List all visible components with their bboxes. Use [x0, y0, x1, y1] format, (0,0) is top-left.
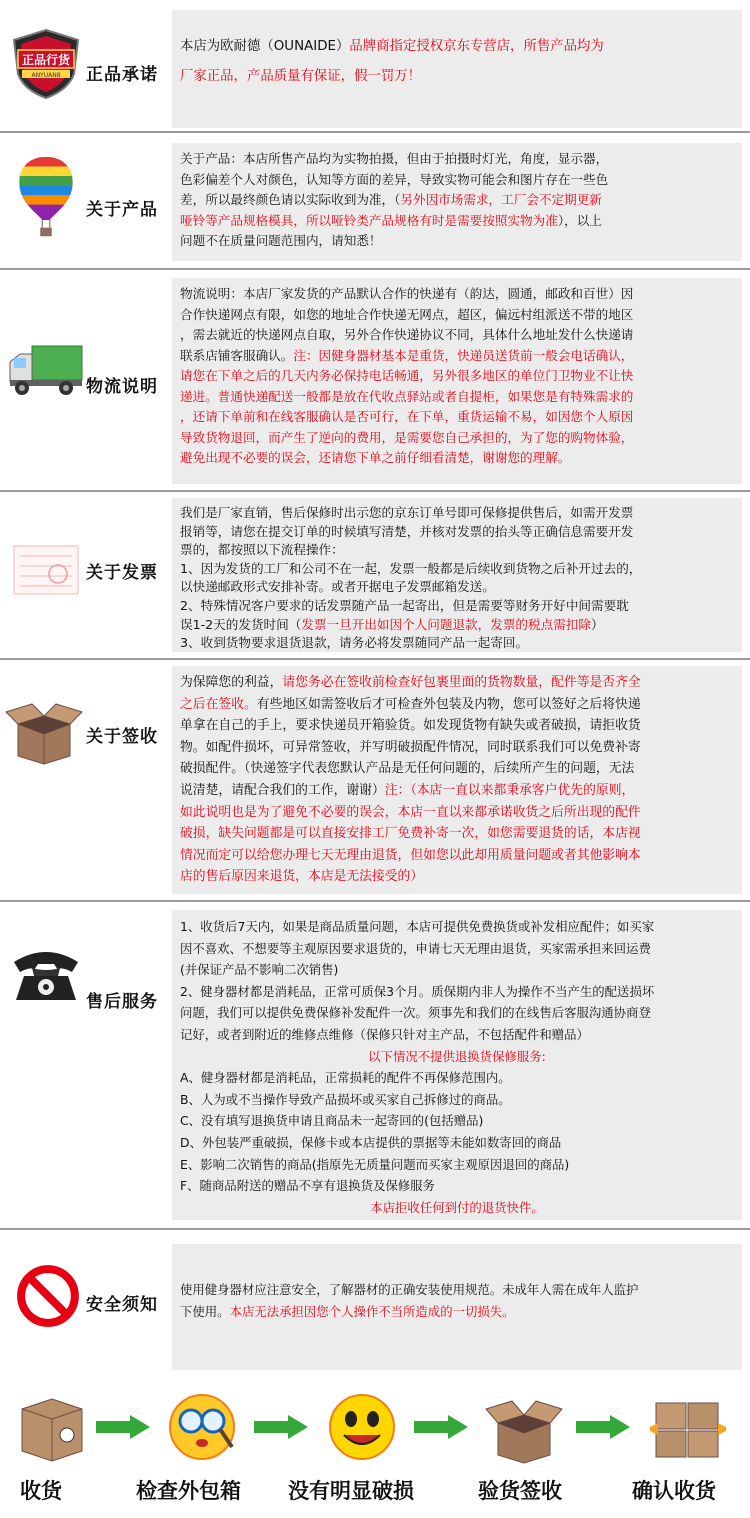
text-line — [180, 284, 734, 305]
text-line — [180, 1132, 734, 1154]
genuine-shield-icon — [8, 26, 84, 102]
body-text: 本店为欧耐德（OUNAIDE） — [180, 39, 350, 54]
highlight-text: 哑铃等产品规格模具，所以哑铃类产品规格有时是需要按照实物为准 — [180, 212, 558, 228]
text-line — [180, 1089, 734, 1111]
text-line — [180, 1197, 734, 1219]
section-text-lines — [180, 32, 734, 92]
body-text: 合作快递网点有限，如您的地址合作快递无网点，超区，偏远村组派送不带的地区 — [180, 306, 634, 322]
flow-step-label: 确认收货 — [632, 1479, 716, 1503]
section-icon-col — [0, 1230, 172, 1375]
section-text-lines — [180, 1279, 734, 1323]
telephone-icon — [8, 942, 84, 1008]
body-text: F、随商品附送的赠品不享有退换货及保修服务 — [180, 1178, 435, 1194]
text-line — [180, 780, 734, 802]
highlight-text: 本店无法承担因您个人操作不当所造成的一切损失。 — [229, 1304, 515, 1319]
highlight-text: 发票一旦开出如因个人问题退款，发票的税点需扣除 — [301, 616, 591, 632]
highlight-text: 店的售后原因来退货，本店是无法接受的） — [180, 869, 424, 885]
body-text: 以快递邮政形式安排补寄。或者开据电子发票邮箱发送。 — [180, 579, 495, 595]
text-line — [180, 981, 734, 1003]
body-text: 色彩偏差个人对颜色，认知等方面的差异，导致实物可能会和图片存在一些色 — [180, 171, 609, 187]
receipt-flow — [0, 1375, 750, 1518]
section-text-lines — [180, 672, 734, 888]
section-icon-col — [0, 133, 172, 268]
section-icon-col — [0, 0, 172, 131]
body-text: D、外包装严重破损，保修卡或本店提供的票据等未能如数寄回的商品 — [180, 1134, 562, 1150]
text-line — [180, 149, 734, 170]
body-text: C、没有填写退换货申请且商品未一起寄回的(包括赠品) — [180, 1113, 484, 1129]
section-label: 关于签收 — [86, 727, 158, 747]
section-text-lines — [180, 149, 734, 252]
section-text-panel — [172, 498, 742, 652]
text-line — [180, 959, 734, 981]
text-line — [180, 1154, 734, 1176]
flow-step-label: 验货签收 — [478, 1479, 562, 1503]
section-invoice — [0, 492, 750, 660]
text-line — [180, 1175, 734, 1197]
highlight-text: 另外因市场需求，工厂会不定期更新 — [400, 192, 602, 207]
flow-arrow-icon — [94, 1413, 152, 1441]
highlight-text: 注：（本店一直以来都秉承客户优先的原则， — [384, 782, 635, 798]
text-line — [180, 62, 734, 92]
body-text: 物。如配件损坏，可异常签收，并写明破损配件情况，同时联系我们可以免费补寄 — [180, 739, 641, 755]
section-label: 安全须知 — [86, 1295, 158, 1315]
text-line — [180, 823, 734, 845]
hot-air-balloon-icon — [8, 155, 84, 241]
section-label: 关于发票 — [86, 563, 158, 583]
highlight-text: 以下情况不提供退换货保修服务: — [368, 1048, 546, 1064]
highlight-text: 情况而定可以给您办理七天无理由退货，但如您以此却用质量问题或者其他影响本 — [180, 847, 641, 863]
text-line — [180, 346, 734, 367]
text-line — [180, 634, 734, 653]
body-text: 联系店铺客服确认。 — [180, 347, 294, 363]
body-text: B、人为或不当操作导致产品损坏或买家自己拆修过的商品。 — [180, 1091, 511, 1107]
section-label: 正品承诺 — [86, 65, 158, 85]
section-text-panel — [172, 143, 742, 261]
text-line — [180, 715, 734, 737]
body-text: 误1-2天的发货时间（ — [180, 616, 302, 632]
body-text: 2、特殊情况客户要求的话发票随产品一起寄出，但是需要等财务开好中间需要耽 — [180, 597, 629, 613]
body-text: ） — [590, 616, 604, 632]
section-text-lines — [180, 284, 734, 469]
flow-step-label: 收货 — [20, 1479, 62, 1503]
inspect-face-icon — [162, 1387, 242, 1467]
section-label: 关于产品 — [86, 200, 158, 220]
text-line — [180, 231, 734, 252]
flow-step-label: 没有明显破损 — [288, 1479, 414, 1503]
text-line — [180, 366, 734, 387]
section-text-lines — [180, 916, 734, 1218]
section-icon-col — [0, 902, 172, 1228]
highlight-text: 递进。普通快递配送一般都是放在代收点驿站或者自提柜，如果您是有特殊需求的 — [180, 388, 634, 404]
text-line — [180, 694, 734, 716]
highlight-text: 之后在签收。 — [180, 696, 257, 712]
text-line — [180, 1046, 734, 1068]
text-line — [180, 597, 734, 616]
body-text: 我们是厂家直销，售后保修时出示您的京东订单号即可保修提供售后，如需开发票 — [180, 505, 634, 520]
highlight-text: 品牌商指定授权京东专营店，所售产品均为 — [349, 39, 604, 54]
text-line — [180, 758, 734, 780]
box-received-icon — [12, 1387, 92, 1467]
text-line — [180, 541, 734, 560]
invoice-icon — [8, 540, 84, 600]
text-line — [180, 866, 734, 888]
body-text: ），以上 — [557, 212, 602, 228]
text-line — [180, 1110, 734, 1132]
prohibited-icon — [14, 1262, 82, 1330]
section-signing — [0, 660, 750, 902]
text-line — [180, 938, 734, 960]
body-text: E、影响二次销售的商品(指原先无质量问题而买家主观原因退回的商品) — [180, 1156, 570, 1172]
section-logistics — [0, 270, 750, 492]
text-line — [180, 523, 734, 542]
flow-step-label: 检查外包箱 — [136, 1479, 241, 1503]
highlight-text: ，还请下单前和在线客服确认是否可行，在下单，重货运输不易，如因您个人原因 — [180, 409, 634, 424]
boxes-confirmed-icon — [648, 1387, 728, 1467]
section-text-panel — [172, 1244, 742, 1370]
flow-arrow-icon — [412, 1413, 470, 1441]
text-line — [180, 1301, 734, 1323]
body-text: 因不喜欢、不想要等主观原因要求退货的，申请七天无理由退货，买家需承担来回运费 — [180, 940, 651, 956]
section-text-panel — [172, 666, 742, 894]
section-icon-col — [0, 492, 172, 658]
section-label: 物流说明 — [86, 377, 158, 397]
text-line — [180, 325, 734, 346]
text-line — [180, 916, 734, 938]
text-line — [180, 845, 734, 867]
highlight-text: 破损，缺失问题都是可以直接安排工厂免费补寄一次，如您需要退货的话，本店视 — [180, 826, 641, 842]
section-product — [0, 133, 750, 270]
flow-arrow-icon — [574, 1413, 632, 1441]
text-line — [180, 32, 734, 62]
body-text: (并保证产品不影响二次销售) — [180, 962, 339, 978]
badge-text: 正品行货 — [21, 53, 71, 67]
highlight-text: 请您在下单之后的几天内务必保持电话畅通，另外很多地区的单位门卫物业不让快 — [180, 368, 634, 383]
text-line — [180, 428, 734, 449]
highlight-text: 避免出现不必要的误会，还请您下单之前仔细看清楚，谢谢您的理解。 — [180, 450, 571, 465]
text-line — [180, 1067, 734, 1089]
body-text: 问题，我们可以提供免费保修补发配件一次。须事先和我们的在线售后客服沟通协商登 — [180, 1005, 651, 1021]
body-text: 1、因为发货的工厂和公司不在一起，发票一般都是后续收到货物之后补开过去的， — [180, 560, 642, 576]
body-text: 说清楚，请配合我们的工作，谢谢） — [180, 782, 385, 798]
text-line — [180, 1024, 734, 1046]
body-text: 有些地区如需签收后才可检查外包装及内物，您可以签好之后将快递 — [256, 696, 641, 712]
body-text: 问题不在质量问题范围内，请知悉！ — [180, 233, 382, 248]
text-line — [180, 305, 734, 326]
body-text: 1、收货后7天内，如果是商品质量问题，本店可提供免费换货或补发相应配件；如买家 — [180, 919, 655, 934]
section-genuine — [0, 0, 750, 133]
section-text-lines — [180, 504, 734, 653]
body-text: 记好，或者到附近的维修点维修（保修只针对主产品，不包括配件和赠品） — [180, 1026, 589, 1042]
highlight-text: 厂家正品，产品质量有保证，假一罚万！ — [180, 69, 422, 84]
text-line — [180, 737, 734, 759]
section-label: 售后服务 — [86, 992, 158, 1012]
body-text: 报销等，请您在提交订单的时候填写清楚，并核对发票的抬头等正确信息需要开发 — [180, 523, 634, 539]
text-line — [180, 616, 734, 635]
smiley-face-icon — [322, 1387, 402, 1467]
text-line — [180, 190, 734, 211]
text-line — [180, 802, 734, 824]
body-text: 2、健身器材都是消耗品，正常可质保3个月。质保期内非人为操作不当产生的配送损坏 — [180, 983, 655, 999]
section-safety — [0, 1230, 750, 1375]
text-line — [180, 407, 734, 428]
body-text: 3、收到货物要求退货退款，请务必将发票随同产品一起寄回。 — [180, 635, 529, 651]
body-text: 差，所以最终颜色请以实际收到为准，（ — [180, 192, 401, 207]
section-icon-col — [0, 270, 172, 490]
text-line — [180, 170, 734, 191]
text-line — [180, 578, 734, 597]
section-text-panel — [172, 278, 742, 484]
text-line — [180, 448, 734, 469]
text-line — [180, 387, 734, 408]
body-text: 单拿在自己的手上，要求快递员开箱验货。如发现货物有缺失或者破损，请拒收货 — [180, 718, 641, 734]
highlight-text: 请您务必在签收前检查好包裹里面的货物数量，配件等是否齐全 — [282, 675, 641, 690]
body-text: A、健身器材都是消耗品，正常损耗的配件不再保修范围内。 — [180, 1070, 511, 1086]
section-after-sales — [0, 902, 750, 1230]
section-icon-col — [0, 660, 172, 900]
delivery-truck-icon — [6, 340, 86, 400]
text-line — [180, 504, 734, 523]
text-line — [180, 1002, 734, 1024]
body-text: 破损配件。（快递签字代表您默认产品是无任何问题的，后续所产生的问题，无法 — [180, 761, 635, 777]
highlight-text: 如此说明也是为了避免不必要的误会，本店一直以来都承诺收货之后所出现的配件 — [180, 804, 641, 820]
flow-arrow-icon — [252, 1413, 310, 1441]
highlight-text: 注：因健身器材基本是重货，快递员送货前一般会电话确认， — [293, 347, 634, 363]
text-line — [180, 211, 734, 232]
text-line — [180, 560, 734, 579]
body-text: 物流说明：本店厂家发货的产品默认合作的快递有（韵达，圆通，邮政和百世）因 — [180, 286, 634, 301]
body-text: ，需去就近的快递网点自取，另外合作快递协议不同，具体什么地址发什么快递请 — [180, 327, 634, 342]
section-text-panel — [172, 910, 742, 1220]
body-text: 为保障您的利益， — [180, 675, 283, 690]
badge-subtext: ANYUAN8 — [31, 72, 61, 79]
section-text-panel — [172, 10, 742, 128]
text-line — [180, 672, 734, 694]
open-box-icon — [484, 1387, 564, 1467]
highlight-text: 导致货物退回，而产生了逆向的费用，是需要您自己承担的，为了您的购物体验， — [180, 429, 634, 445]
body-text: 票的，都按照以下流程操作： — [180, 542, 344, 558]
highlight-text: 本店拒收任何到付的退货快件。 — [370, 1199, 544, 1215]
body-text: 关于产品：本店所售产品均为实物拍摄，但由于拍摄时灯光，角度，显示器， — [180, 151, 609, 166]
open-box-icon — [4, 696, 84, 766]
body-text: 使用健身器材应注意安全，了解器材的正确安装使用规范。未成年人需在成年人监护 — [180, 1282, 639, 1297]
text-line — [180, 1279, 734, 1301]
body-text: 下使用。 — [180, 1304, 230, 1319]
